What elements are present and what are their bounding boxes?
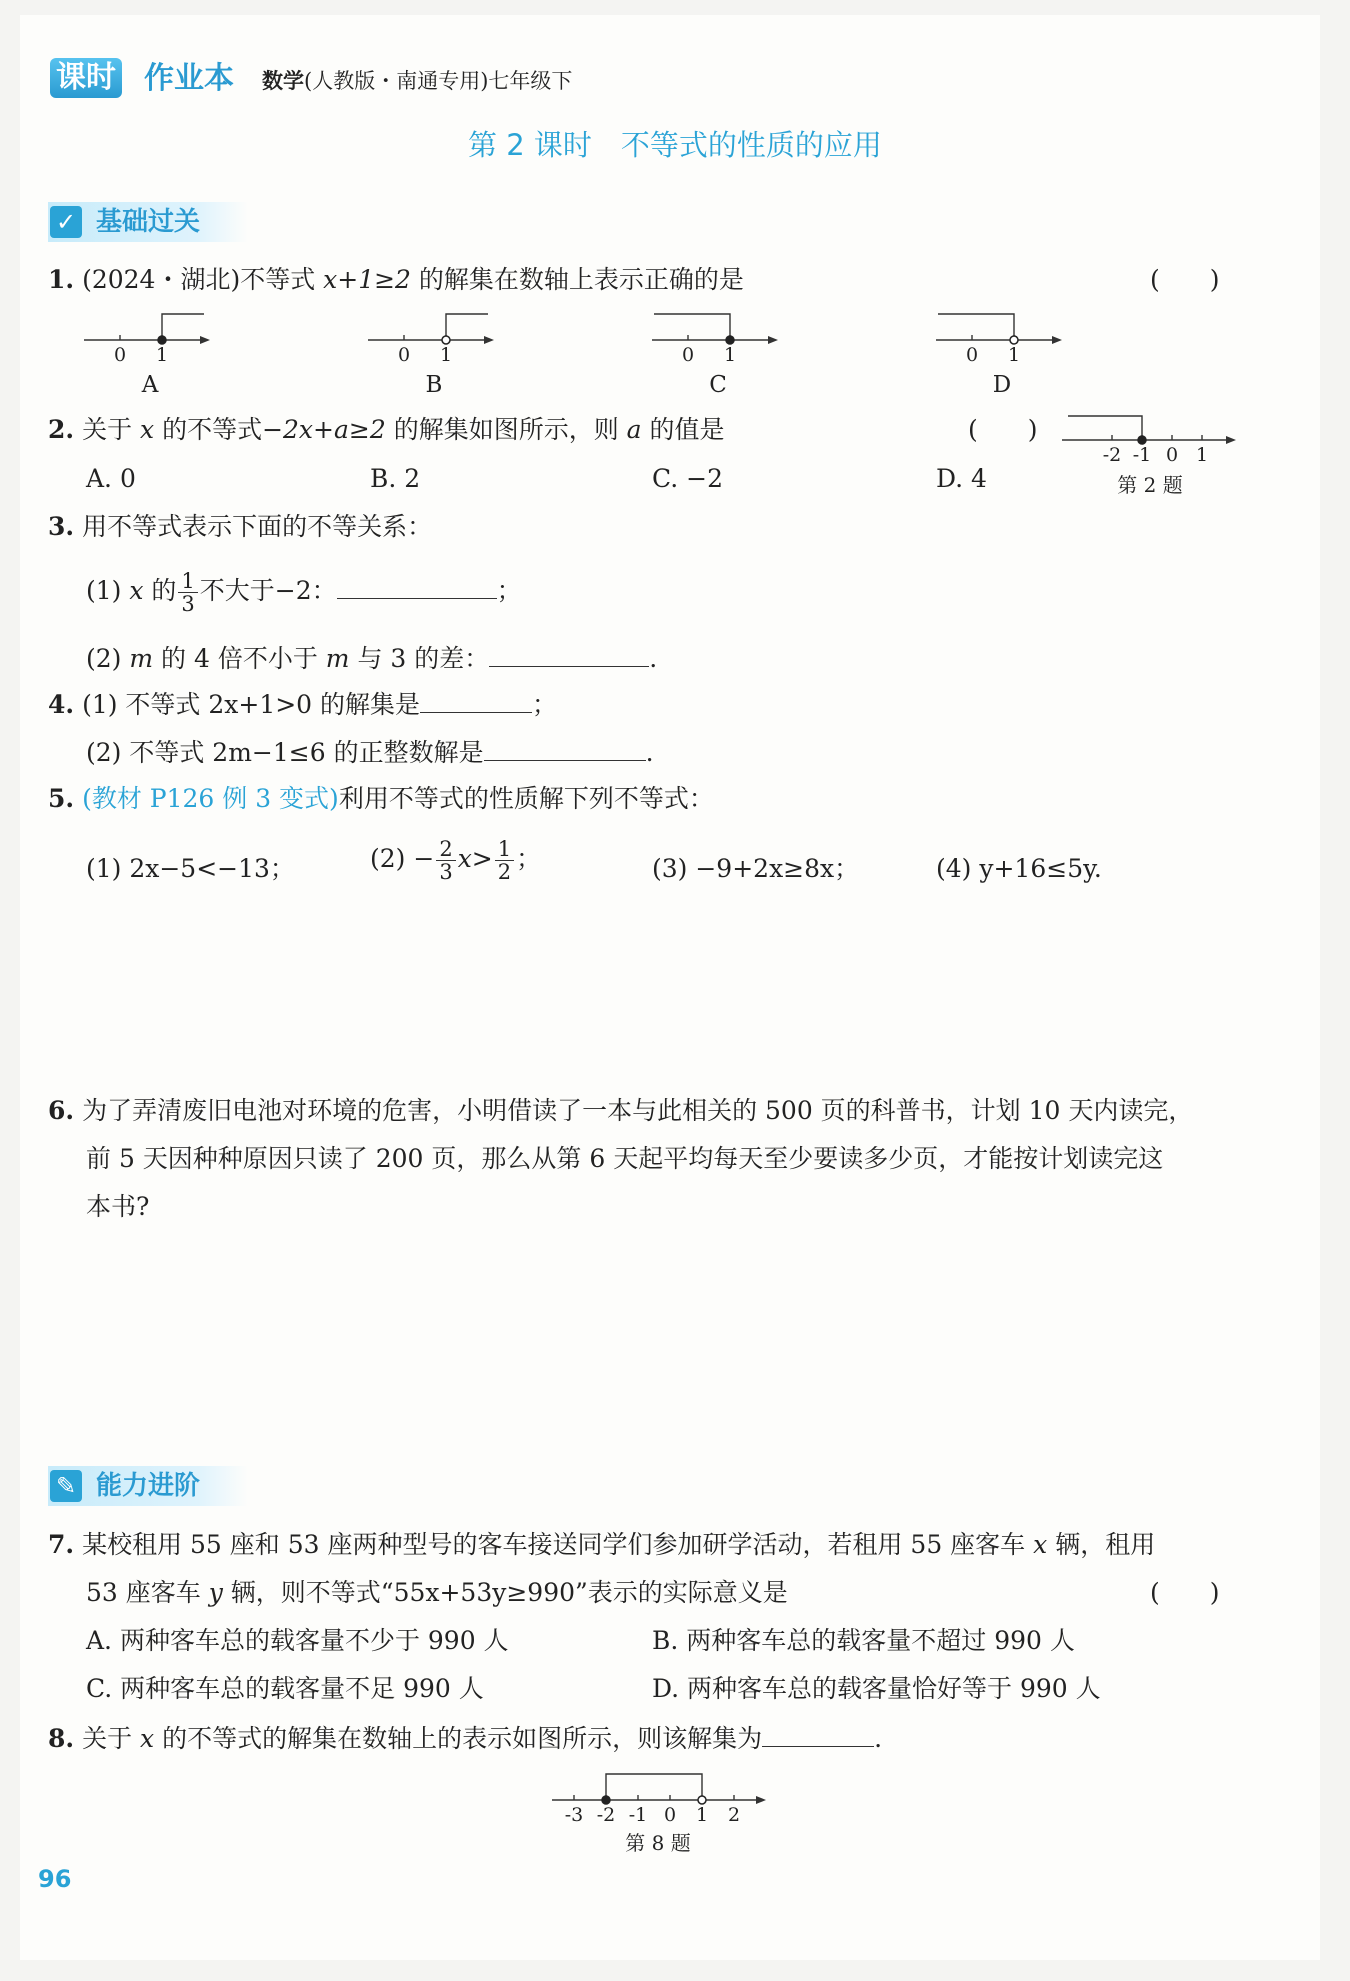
section-header-advanced xyxy=(48,1466,248,1506)
inequality: −2x+a≥2 xyxy=(262,415,386,444)
question-7 xyxy=(48,1528,1155,1562)
question-number: 7. xyxy=(48,1530,75,1559)
question-number: 8. xyxy=(48,1724,75,1753)
closed-point xyxy=(158,336,166,344)
tick-label: -1 xyxy=(628,1804,648,1826)
option-d: D. 两种客车总的载客量恰好等于 990 人 xyxy=(652,1674,1101,1703)
question-6 xyxy=(48,1094,1193,1128)
q1-option-a-figure xyxy=(80,308,240,404)
tick-label: 1 xyxy=(1007,344,1021,366)
answer-blank[interactable] xyxy=(337,572,497,599)
option-a: A. 0 xyxy=(86,464,136,493)
denominator: 2 xyxy=(497,860,512,884)
question-5-part-2 xyxy=(370,838,541,883)
question-5-part-3: (3) −9+2x≥8x； xyxy=(652,854,860,883)
question-text-line: 本书? xyxy=(86,1192,150,1221)
question-number: 5. xyxy=(48,784,75,813)
page xyxy=(20,15,1320,1960)
question-2 xyxy=(48,413,725,447)
denominator: 3 xyxy=(181,592,195,616)
question-source: (2024・湖北) xyxy=(82,265,241,294)
question-5-part-1: (1) 2x−5<−13； xyxy=(86,854,295,883)
option-c: C. −2 xyxy=(652,464,723,493)
variable: x xyxy=(129,576,144,605)
numerator: 1 xyxy=(178,570,197,593)
closed-point xyxy=(726,336,734,344)
question-stem: 的不等式 xyxy=(154,415,263,444)
answer-blank[interactable] xyxy=(484,734,646,761)
tick-label: 1 xyxy=(1195,444,1209,466)
answer-blank[interactable] xyxy=(489,640,649,667)
tick-label: 1 xyxy=(155,344,169,366)
question-stem: 不等式 xyxy=(240,265,324,294)
open-point xyxy=(1010,336,1018,344)
question-number: 2. xyxy=(48,415,75,444)
q2-number-line-figure xyxy=(1060,408,1240,504)
question-4 xyxy=(48,686,557,722)
question-number: 6. xyxy=(48,1096,75,1125)
solution-ray xyxy=(162,314,204,340)
punctuation: ； xyxy=(532,690,558,719)
fraction xyxy=(495,838,514,883)
tick-label: 1 xyxy=(723,344,737,366)
option-b: B. 2 xyxy=(370,464,421,493)
tick-label: 1 xyxy=(695,1804,709,1826)
q8-number-line-figure xyxy=(540,1760,780,1860)
fraction xyxy=(178,570,197,615)
punctuation: . xyxy=(874,1724,883,1753)
question-stem: 某校租用 55 座和 53 座两种型号的客车接送同学们参加研学活动，若租用 55 座客车 xyxy=(82,1530,1034,1559)
fraction xyxy=(436,838,455,883)
option-label: B xyxy=(425,372,443,398)
section-header-basic xyxy=(48,202,248,242)
question-1 xyxy=(48,263,744,297)
question-text-line: 前 5 天因种种原因只读了 200 页，那么从第 6 天起平均每天至少要读多少页，才能按计划读完这 xyxy=(86,1144,1164,1173)
punctuation: . xyxy=(649,644,658,673)
punctuation: ； xyxy=(496,576,522,605)
q1-option-d-figure xyxy=(932,308,1092,404)
axis-arrow xyxy=(200,336,210,344)
variable: x xyxy=(140,415,155,444)
question-stem: 的值是 xyxy=(641,415,725,444)
question-stem: 的解集在数轴上表示正确的是 xyxy=(410,265,744,294)
solution-ray xyxy=(1068,416,1142,440)
question-stem: 的 xyxy=(143,576,177,605)
axis-arrow xyxy=(484,336,494,344)
tick-label: -1 xyxy=(1132,444,1152,466)
question-4-part-2: (2) 不等式 2m−1≤6 的正整数解是 xyxy=(86,738,484,767)
question-stem: 53 座客车 xyxy=(86,1578,209,1607)
option-label: C xyxy=(709,372,727,398)
option-b: B. 两种客车总的载客量不超过 990 人 xyxy=(652,1626,1075,1655)
question-stem: 的 4 倍不小于 xyxy=(153,644,326,673)
tick-label: 1 xyxy=(439,344,453,366)
solution-interval xyxy=(606,1774,702,1800)
punctuation: ； xyxy=(516,844,542,873)
section-title-basic: 基础过关 xyxy=(96,207,201,237)
answer-blank[interactable] xyxy=(762,1720,874,1747)
edition-label: (人教版・南通专用)七年级下 xyxy=(304,69,573,93)
solution-ray xyxy=(938,314,1014,340)
figure-caption: 第 2 题 xyxy=(1117,473,1183,497)
page-number: 96 xyxy=(38,1865,72,1893)
brand-logo: 课时 xyxy=(50,58,122,98)
book-subtitle xyxy=(262,66,572,96)
variable: a xyxy=(626,415,642,444)
question-number: 3. xyxy=(48,512,75,541)
question-stem: 辆，则不等式“55x+53y≥990”表示的实际意义是 xyxy=(222,1578,788,1607)
option-a: A. 两种客车总的载客量不少于 990 人 xyxy=(86,1626,509,1655)
numerator: 1 xyxy=(495,838,514,861)
tick-label: -2 xyxy=(1102,444,1122,466)
question-stem: 的解集如图所示，则 xyxy=(385,415,627,444)
lesson-title: 第 2 课时 不等式的性质的应用 xyxy=(468,128,882,162)
tick-label: -2 xyxy=(596,1804,616,1826)
question-stem: 的不等式的解集在数轴上的表示如图所示，则该解集为 xyxy=(154,1724,763,1753)
question-7-line-2 xyxy=(86,1576,788,1610)
solution-ray xyxy=(446,314,488,340)
axis-arrow xyxy=(768,336,778,344)
question-stem: 与 3 的差： xyxy=(349,644,490,673)
question-5-part-4: (4) y+16≤5y. xyxy=(936,854,1102,883)
tick-label: 0 xyxy=(663,1804,677,1826)
option-label: D xyxy=(992,372,1012,398)
question-number: 4. xyxy=(48,690,75,719)
answer-paren: ( ) xyxy=(1150,265,1220,294)
variable: m xyxy=(129,644,154,673)
tick-label: 2 xyxy=(727,1804,741,1826)
question-4-part-1: (1) 不等式 2x+1>0 的解集是 xyxy=(82,690,421,719)
tick-label: -3 xyxy=(564,1804,584,1826)
numerator: 2 xyxy=(436,838,455,861)
punctuation: . xyxy=(645,738,654,767)
inequality: x> xyxy=(457,844,493,873)
part-label: (2) xyxy=(86,644,130,673)
question-3-part-2 xyxy=(86,640,657,676)
tick-label: 0 xyxy=(681,344,695,366)
variable: x xyxy=(1033,1530,1048,1559)
solution-ray xyxy=(654,314,730,340)
question-stem: 用不等式表示下面的不等关系： xyxy=(82,512,433,541)
q1-option-c-figure xyxy=(648,308,808,404)
axis-arrow xyxy=(756,1796,766,1804)
question-3-part-1 xyxy=(86,570,522,615)
inequality: x+1≥2 xyxy=(323,265,411,294)
tick-label: 0 xyxy=(397,344,411,366)
checkbox-icon: ✓ xyxy=(50,206,82,238)
question-number: 1. xyxy=(48,265,75,294)
question-stem: 不大于−2： xyxy=(199,576,337,605)
textbook-reference: (教材 P126 例 3 变式) xyxy=(82,784,339,813)
open-point xyxy=(698,1796,706,1804)
question-8 xyxy=(48,1720,882,1756)
part-label: (1) xyxy=(86,576,130,605)
option-d: D. 4 xyxy=(936,464,987,493)
variable: m xyxy=(325,644,350,673)
answer-paren: ( ) xyxy=(1150,1578,1220,1607)
q1-option-b-figure xyxy=(364,308,524,404)
question-3 xyxy=(48,510,432,544)
variable: y xyxy=(208,1578,223,1607)
closed-point xyxy=(602,1796,610,1804)
question-text-line: 为了弄清废旧电池对环境的危害，小明借读了一本与此相关的 500 页的科普书，计划 10 天内读完， xyxy=(82,1096,1194,1125)
tick-label: 0 xyxy=(1165,444,1179,466)
figure-caption: 第 8 题 xyxy=(625,1831,691,1855)
answer-paren: ( ) xyxy=(968,415,1038,444)
question-stem: 利用不等式的性质解下列不等式： xyxy=(338,784,714,813)
axis-arrow xyxy=(1226,436,1236,444)
answer-blank[interactable] xyxy=(420,686,532,713)
pencil-icon: ✎ xyxy=(50,1470,82,1502)
question-5 xyxy=(48,782,714,816)
brand-name: 作业本 xyxy=(144,61,234,96)
question-stem: 关于 xyxy=(82,1724,141,1753)
variable: x xyxy=(140,1724,155,1753)
denominator: 3 xyxy=(439,860,453,884)
option-label: A xyxy=(141,372,159,398)
closed-point xyxy=(1138,436,1146,444)
tick-label: 0 xyxy=(113,344,127,366)
question-stem: 辆，租用 xyxy=(1047,1530,1156,1559)
option-c: C. 两种客车总的载客量不足 990 人 xyxy=(86,1674,484,1703)
question-stem: 关于 xyxy=(82,415,141,444)
tick-label: 0 xyxy=(965,344,979,366)
axis-arrow xyxy=(1052,336,1062,344)
question-4-line-2 xyxy=(86,734,654,770)
part-label: (2) − xyxy=(370,844,435,873)
subject-label: 数学 xyxy=(262,69,304,93)
open-point xyxy=(442,336,450,344)
section-title-advanced: 能力进阶 xyxy=(96,1471,201,1501)
